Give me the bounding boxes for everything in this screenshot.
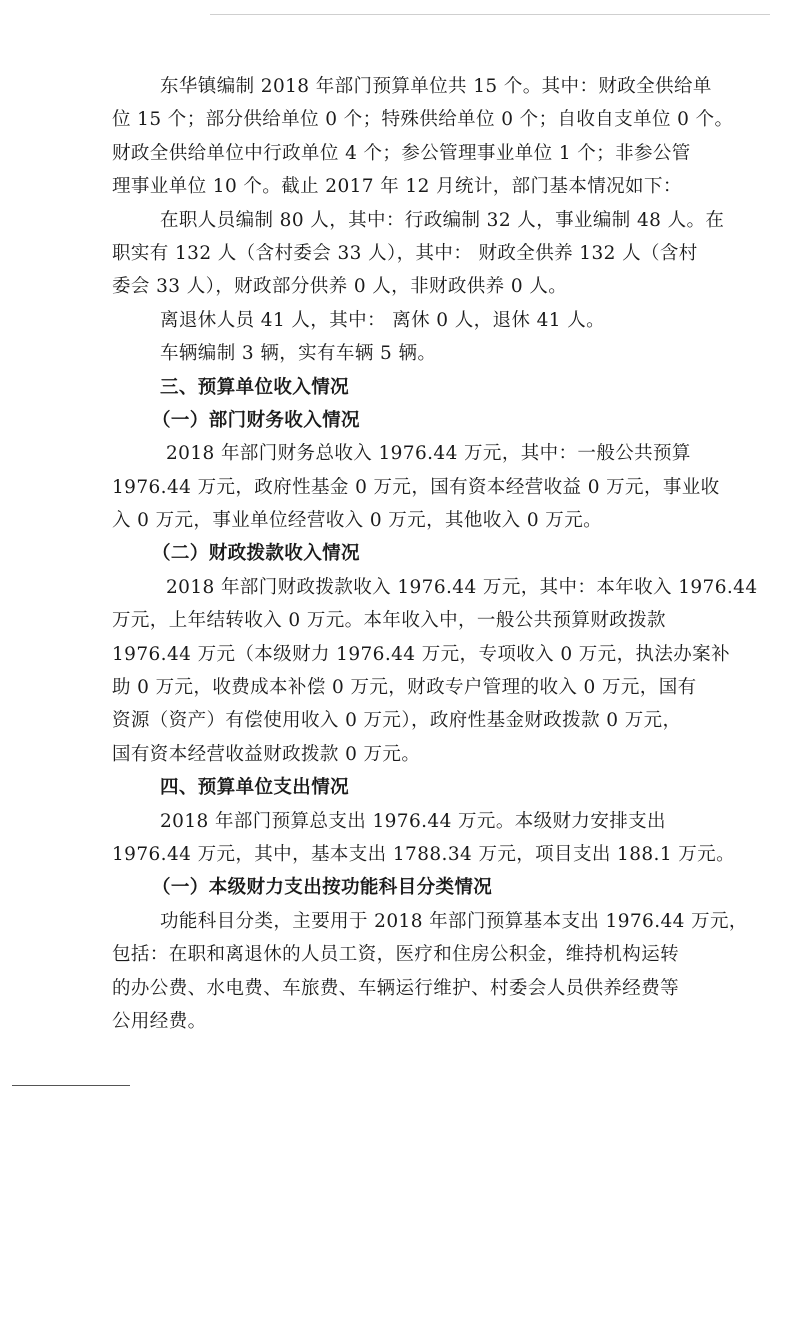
- body-text-line: 2018 年部门财务总收入 1976.44 万元，其中：一般公共预算: [166, 443, 691, 465]
- body-text-line: 入 0 万元，事业单位经营收入 0 万元，其他收入 0 万元。: [112, 510, 602, 532]
- subsection-heading-functional-classification: （一）本级财力支出按功能科目分类情况: [152, 877, 493, 899]
- body-text-line: 1976.44 万元（本级财力 1976.44 万元，专项收入 0 万元，执法办案补: [112, 643, 730, 665]
- body-text-line: 助 0 万元，收费成本补偿 0 万元，财政专户管理的收入 0 万元，国有: [112, 677, 697, 699]
- body-text-line: 国有资本经营收益财政拨款 0 万元。: [112, 743, 421, 765]
- body-text-line: 资源（资产）有偿使用收入 0 万元），政府性基金财政拨款 0 万元，: [112, 710, 682, 732]
- body-text-line: 的办公费、水电费、车旅费、车辆运行维护、村委会人员供养经费等: [112, 977, 680, 999]
- body-text-line: 车辆编制 3 辆，实有车辆 5 辆。: [160, 343, 437, 365]
- subsection-heading-fiscal-appropriation-income: （二）财政拨款收入情况: [152, 543, 360, 565]
- body-text-line: 财政全供给单位中行政单位 4 个；参公管理事业单位 1 个；非参公管: [112, 142, 691, 164]
- body-text-line: 位 15 个；部分供给单位 0 个；特殊供给单位 0 个；自收自支单位 0 个。: [112, 109, 734, 131]
- scan-edge-line: [210, 14, 770, 15]
- body-text-line: 功能科目分类，主要用于 2018 年部门预算基本支出 1976.44 万元，: [160, 910, 748, 932]
- body-text-line: 理事业单位 10 个。截止 2017 年 12 月统计，部门基本情况如下：: [112, 176, 682, 198]
- body-text-line: 离退休人员 41 人，其中： 离休 0 人，退休 41 人。: [160, 309, 606, 331]
- section-heading-expenditure: 四、预算单位支出情况: [160, 777, 350, 799]
- document-body: [112, 70, 758, 1038]
- body-text-line: 包括：在职和离退休的人员工资，医疗和住房公积金，维持机构运转: [112, 944, 680, 966]
- body-text-line: 在职人员编制 80 人，其中：行政编制 32 人，事业编制 48 人。在: [160, 209, 725, 231]
- subsection-heading-dept-finance-income: （一）部门财务收入情况: [152, 409, 360, 431]
- body-text-line: 1976.44 万元，政府性基金 0 万元，国有资本经营收益 0 万元，事业收: [112, 476, 720, 498]
- body-text-line: 2018 年部门财政拨款收入 1976.44 万元，其中：本年收入 1976.44: [166, 576, 758, 598]
- body-text-line: 2018 年部门预算总支出 1976.44 万元。本级财力安排支出: [160, 810, 666, 832]
- section-heading-income: 三、预算单位收入情况: [160, 376, 350, 398]
- body-text-line: 1976.44 万元，其中，基本支出 1788.34 万元，项目支出 188.1 万元。: [112, 843, 735, 865]
- body-text-line: 职实有 132 人（含村委会 33 人），其中： 财政全供养 132 人（含村: [112, 242, 698, 264]
- footnote-separator-line: [12, 1085, 130, 1086]
- body-text-line: 东华镇编制 2018 年部门预算单位共 15 个。其中：财政全供给单: [160, 76, 712, 97]
- body-text-line: 委会 33 人），财政部分供养 0 人，非财政供养 0 人。: [112, 276, 568, 298]
- body-text-line: 万元，上年结转收入 0 万元。本年收入中，一般公共预算财政拨款: [112, 610, 666, 632]
- body-text-line: 公用经费。: [112, 1010, 207, 1032]
